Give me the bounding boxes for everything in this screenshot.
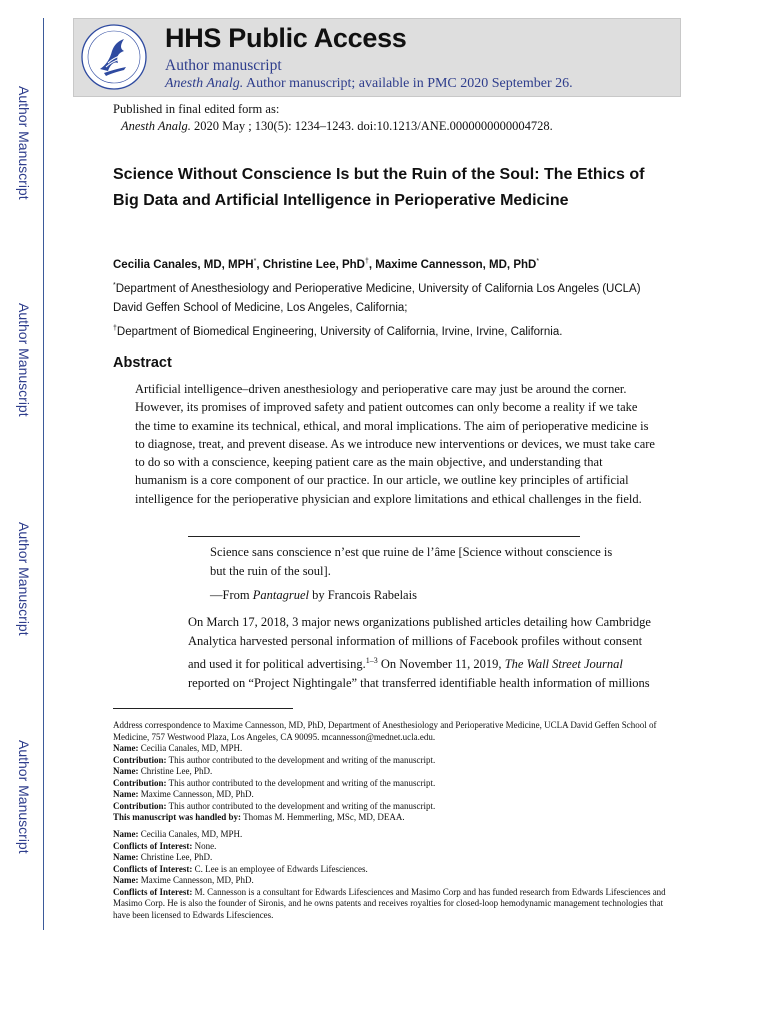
hhs-header bbox=[73, 18, 681, 97]
affiliation-mark: † bbox=[113, 325, 117, 332]
footnote-label: Name: bbox=[113, 875, 139, 885]
footnote-label: Name: bbox=[113, 789, 139, 799]
footnote-label: Contribution: bbox=[113, 754, 167, 765]
footnote-line bbox=[113, 841, 673, 853]
author-mark: * bbox=[536, 258, 540, 265]
epigraph-divider bbox=[188, 536, 580, 537]
footnote-line bbox=[113, 766, 673, 778]
article-title: Science Without Conscience Is but the Ruin of the Soul: The Ethics of Big Data and Artificial Intelligence in Perioperative Medicine bbox=[113, 166, 645, 209]
hhs-eagle-seal-icon bbox=[80, 23, 148, 91]
footnote-label: This manuscript was handled by: bbox=[113, 812, 242, 822]
footnote-line bbox=[113, 789, 673, 801]
affiliation-text: Department of Anesthesiology and Perioperative Medicine, University of California Los Angeles (UCLA) David Geffen School of Medicine, Los Angeles, California; bbox=[113, 282, 641, 314]
footnotes-contributions bbox=[113, 720, 673, 824]
footnote-line bbox=[113, 864, 673, 876]
author-mark: † bbox=[364, 258, 369, 265]
abstract-text: Artificial intelligence–driven anesthesiology and perioperative care may just be around the corner. However, its promises of improved safety and patient outcomes can only become a reality if we take the time to examine its technical, ethical, and moral implications. The aim of perioperative medicine is to diagnose, treat, and prevent disease. As we introduce new interventions or devices, we must take care to do so with a conscience, keeping patient care as the main objective, and understanding that humanism is a core component of our practice. In our article, we outline key principles of artificial intelligence for the perioperative physician and explore limitations and ethical challenges in the field. bbox=[135, 382, 655, 506]
footnote-label: Conflicts of Interest: bbox=[113, 840, 193, 851]
newspaper-name: The Wall Street Journal bbox=[504, 657, 623, 672]
epigraph-work: Pantagruel bbox=[252, 588, 309, 602]
footnote-value: This author contributed to the development and writing of the manuscript. bbox=[166, 754, 436, 765]
body-text: reported on “Project Nightingale” that transferred identifiable health information of millions bbox=[188, 676, 650, 691]
footnote-line bbox=[113, 801, 673, 813]
footnote-value: C. Lee is an employee of Edwards Lifesciences. bbox=[192, 863, 368, 874]
footnote-line bbox=[113, 875, 673, 887]
footnote-value: Christine Lee, PhD. bbox=[138, 852, 213, 862]
epigraph-quote: Science sans conscience n’est que ruine de l’âme [Science without conscience is but the ruin of the soul]. bbox=[210, 545, 613, 578]
footnote-value: Thomas M. Hemmerling, MSc, MD, DEAA. bbox=[241, 812, 405, 822]
author-name: Cecilia Canales, MD, MPH bbox=[113, 258, 254, 271]
footnote-label: Name: bbox=[113, 766, 139, 776]
epigraph-from-prefix: —From bbox=[210, 588, 253, 602]
reference-mark: 1–3 bbox=[365, 656, 378, 665]
body-paragraph bbox=[188, 613, 658, 693]
sidebar-label: Author Manuscript bbox=[16, 86, 32, 200]
epigraph-from-suffix: by Francois Rabelais bbox=[308, 588, 417, 602]
footnote-value: None. bbox=[192, 840, 217, 851]
citation bbox=[113, 118, 553, 135]
sidebar-label: Author Manuscript bbox=[16, 740, 32, 854]
footnote-label: Contribution: bbox=[113, 777, 167, 788]
footnote-value: This author contributed to the development and writing of the manuscript. bbox=[166, 800, 436, 811]
footnote-value: Maxime Cannesson, MD, PhD. bbox=[138, 875, 254, 885]
footnote-divider bbox=[113, 708, 293, 709]
footnote-value: Cecilia Canales, MD, MPH. bbox=[138, 829, 243, 839]
citation-journal: Anesth Analg. bbox=[121, 119, 191, 133]
affiliation-text: Department of Biomedical Engineering, University of California, Irvine, Irvine, California. bbox=[116, 325, 563, 338]
publication-info bbox=[113, 101, 553, 135]
body-text: On March 17, 2018, 3 major news organizations published articles detailing how Cambridge Analytica harvested personal information of millions of Facebook profiles without consent and used it for political advertising. bbox=[188, 615, 651, 672]
epigraph-source bbox=[210, 588, 417, 603]
footnote-value: M. Cannesson is a consultant for Edwards Lifesciences and Masimo Corp and has funded research from Edwards Lifesciences and Masimo Corp. He is also the founder of Sironis, and he owns patents and receives royalties for closed-loop hemodynamic management technologies that have been licensed to Edwards Lifesciences. bbox=[113, 886, 666, 920]
sidebar-label: Author Manuscript bbox=[16, 522, 32, 636]
affiliation-mark: * bbox=[113, 282, 116, 289]
sidebar-label: Author Manuscript bbox=[16, 303, 32, 417]
manuscript-type: Author manuscript bbox=[165, 57, 282, 74]
footnote-line bbox=[113, 743, 673, 755]
footnote-line bbox=[113, 755, 673, 767]
body-text: On November 11, 2019, bbox=[377, 657, 505, 672]
sidebar-rule bbox=[43, 18, 44, 930]
footnote-value: Maxime Cannesson, MD, PhD. bbox=[138, 789, 254, 799]
footnote-value: This author contributed to the development and writing of the manuscript. bbox=[166, 777, 436, 788]
abstract-heading: Abstract bbox=[113, 355, 172, 371]
availability-text: Author manuscript; available in PMC 2020 September 26. bbox=[243, 76, 573, 91]
journal-name: Anesth Analg. bbox=[165, 76, 244, 91]
author-manuscript-sidebar bbox=[0, 0, 45, 930]
author-list bbox=[113, 258, 539, 271]
author-separator: , bbox=[368, 258, 376, 271]
footnotes-conflicts bbox=[113, 829, 673, 921]
footnote-value: Cecilia Canales, MD, MPH. bbox=[138, 743, 243, 753]
footnote-label: Conflicts of Interest: bbox=[113, 863, 193, 874]
published-label: Published in final edited form as: bbox=[113, 102, 280, 116]
availability-line bbox=[165, 76, 573, 92]
author-separator: , bbox=[256, 258, 263, 271]
footnote-label: Name: bbox=[113, 852, 139, 862]
author-name: Maxime Cannesson, MD, PhD bbox=[375, 258, 537, 271]
footnote-line bbox=[113, 887, 673, 922]
affiliation bbox=[113, 320, 653, 341]
footnote-line bbox=[113, 812, 673, 824]
footnote-line bbox=[113, 852, 673, 864]
author-mark: * bbox=[253, 258, 257, 265]
hhs-title: HHS Public Access bbox=[165, 23, 407, 53]
footnote-line bbox=[113, 829, 673, 841]
footnote-label: Contribution: bbox=[113, 800, 167, 811]
correspondence-note: Address correspondence to Maxime Cannesson, MD, PhD, Department of Anesthesiology and Perioperative Medicine, UCLA David Geffen School of Medicine, 757 Westwood Plaza, Los Angeles, CA 90095. mcannesson@mednet.ucla.edu. bbox=[113, 720, 657, 742]
footnote-label: Name: bbox=[113, 743, 139, 753]
footnote-label: Name: bbox=[113, 829, 139, 839]
footnote-value: Christine Lee, PhD. bbox=[138, 766, 213, 776]
footnote-label: Conflicts of Interest: bbox=[113, 886, 193, 897]
affiliation bbox=[113, 276, 653, 318]
citation-text: 2020 May ; 130(5): 1234–1243. doi:10.1213/ANE.0000000000004728. bbox=[190, 119, 553, 133]
author-name: Christine Lee, PhD bbox=[262, 258, 365, 271]
footnote-line bbox=[113, 778, 673, 790]
